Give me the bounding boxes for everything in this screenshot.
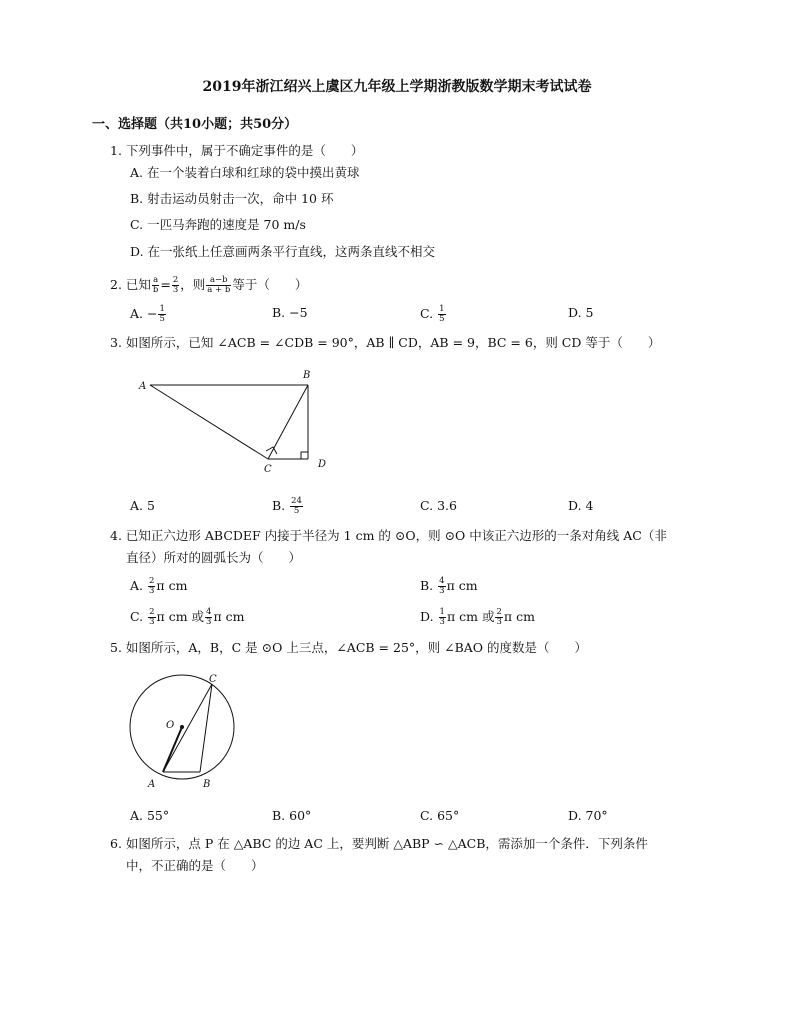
segment-bc <box>200 684 212 772</box>
label-o: O <box>166 720 175 731</box>
label-c: C <box>264 464 272 475</box>
q2-fraction-a-b: $\frac{a}{b}$ <box>152 275 159 295</box>
q6-stem-line2: 中，不正确的是（ ） <box>126 858 264 873</box>
q5-circle-figure <box>130 674 234 790</box>
q6-stem-line1: 6. 如图所示，点 P 在 △ABC 的边 AC 上，要判断 △ABP ∽ △ACB，需添加一个条件．下列条件 <box>110 836 648 851</box>
segment-ac <box>150 385 268 459</box>
q3-option-a: A. 5 <box>130 498 155 513</box>
center-point <box>180 725 184 729</box>
q1-option-c: C. 一匹马奔跑的速度是 70 m/s <box>130 217 306 232</box>
q4-option-c: C. $\frac{2}{3}$ π cm 或 $\frac{4}{3}$ π cm <box>130 607 245 627</box>
q5-stem: 5. 如图所示，A，B，C 是 ⊙O 上三点，∠ACB = 25°，则 ∠BAO 的度数是（ ） <box>110 640 588 655</box>
label-d: D <box>318 459 327 470</box>
q5-option-d: D. 70° <box>568 808 608 823</box>
q3-option-c: C. 3.6 <box>420 498 457 513</box>
q3-stem: 3. 如图所示，已知 ∠ACB = ∠CDB = 90°，AB ∥ CD，AB = 9，BC = 6，则 CD 等于（ ） <box>110 335 661 350</box>
q1-option-b: B. 射击运动员射击一次，命中 10 环 <box>130 191 334 206</box>
section-heading: 一、选择题（共10小题；共50分） <box>92 117 298 132</box>
q5-option-a: A. 55° <box>130 808 170 823</box>
right-angle-mark-d <box>301 452 308 459</box>
q2-option-d: D. 5 <box>568 305 594 320</box>
q4-option-a: A. $\frac{2}{3}$ π cm <box>130 576 188 596</box>
q4-option-b: B. $\frac{4}{3}$ π cm <box>420 576 478 596</box>
q1-option-d: D. 在一张纸上任意画两条平行直线，这两条直线不相交 <box>130 244 436 259</box>
q1-option-a: A. 在一个装着白球和红球的袋中摸出黄球 <box>130 165 360 180</box>
label-c: C <box>209 674 217 685</box>
segment-ao <box>163 727 182 772</box>
q4-option-d: D. $\frac{1}{3}$ π cm 或 $\frac{2}{3}$ π cm <box>420 607 535 627</box>
q2-stem: 2. 已知 $\frac{a}{b}$ = $\frac{2}{3}$ ，则 $\frac{a-b}{a + b}$ 等于（ ） <box>110 275 308 295</box>
label-b: B <box>203 779 211 790</box>
q5-option-c: C. 65° <box>420 808 460 823</box>
q5-option-b: B. 60° <box>272 808 312 823</box>
q4-stem-line1: 4. 已知正六边形 ABCDEF 内接于半径为 1 cm 的 ⊙O，则 ⊙O 中该正六边形的一条对角线 AC（非 <box>110 528 667 543</box>
label-a: A <box>139 381 147 392</box>
q1-stem: 1. 下列事件中，属于不确定事件的是（ ） <box>110 143 364 158</box>
q4-stem-line2: 直径）所对的圆弧长为（ ） <box>126 550 302 565</box>
q2-option-b: B. −5 <box>272 305 308 320</box>
q3-option-d: D. 4 <box>568 498 594 513</box>
q2-option-c: C. $\frac{1}{5}$ <box>420 304 445 324</box>
label-a: A <box>148 779 156 790</box>
label-b: B <box>303 370 311 381</box>
q2-fraction-2-3: $\frac{2}{3}$ <box>172 275 179 295</box>
q3-option-b: B. $\frac{24}{5}$ <box>272 496 302 516</box>
q2-fraction-expression: $\frac{a-b}{a + b}$ <box>207 275 231 295</box>
q2-option-a: A. − $\frac{1}{5}$ <box>130 304 165 324</box>
page-title: 2019年浙江绍兴上虞区九年级上学期浙教版数学期末考试试卷 <box>202 79 592 95</box>
